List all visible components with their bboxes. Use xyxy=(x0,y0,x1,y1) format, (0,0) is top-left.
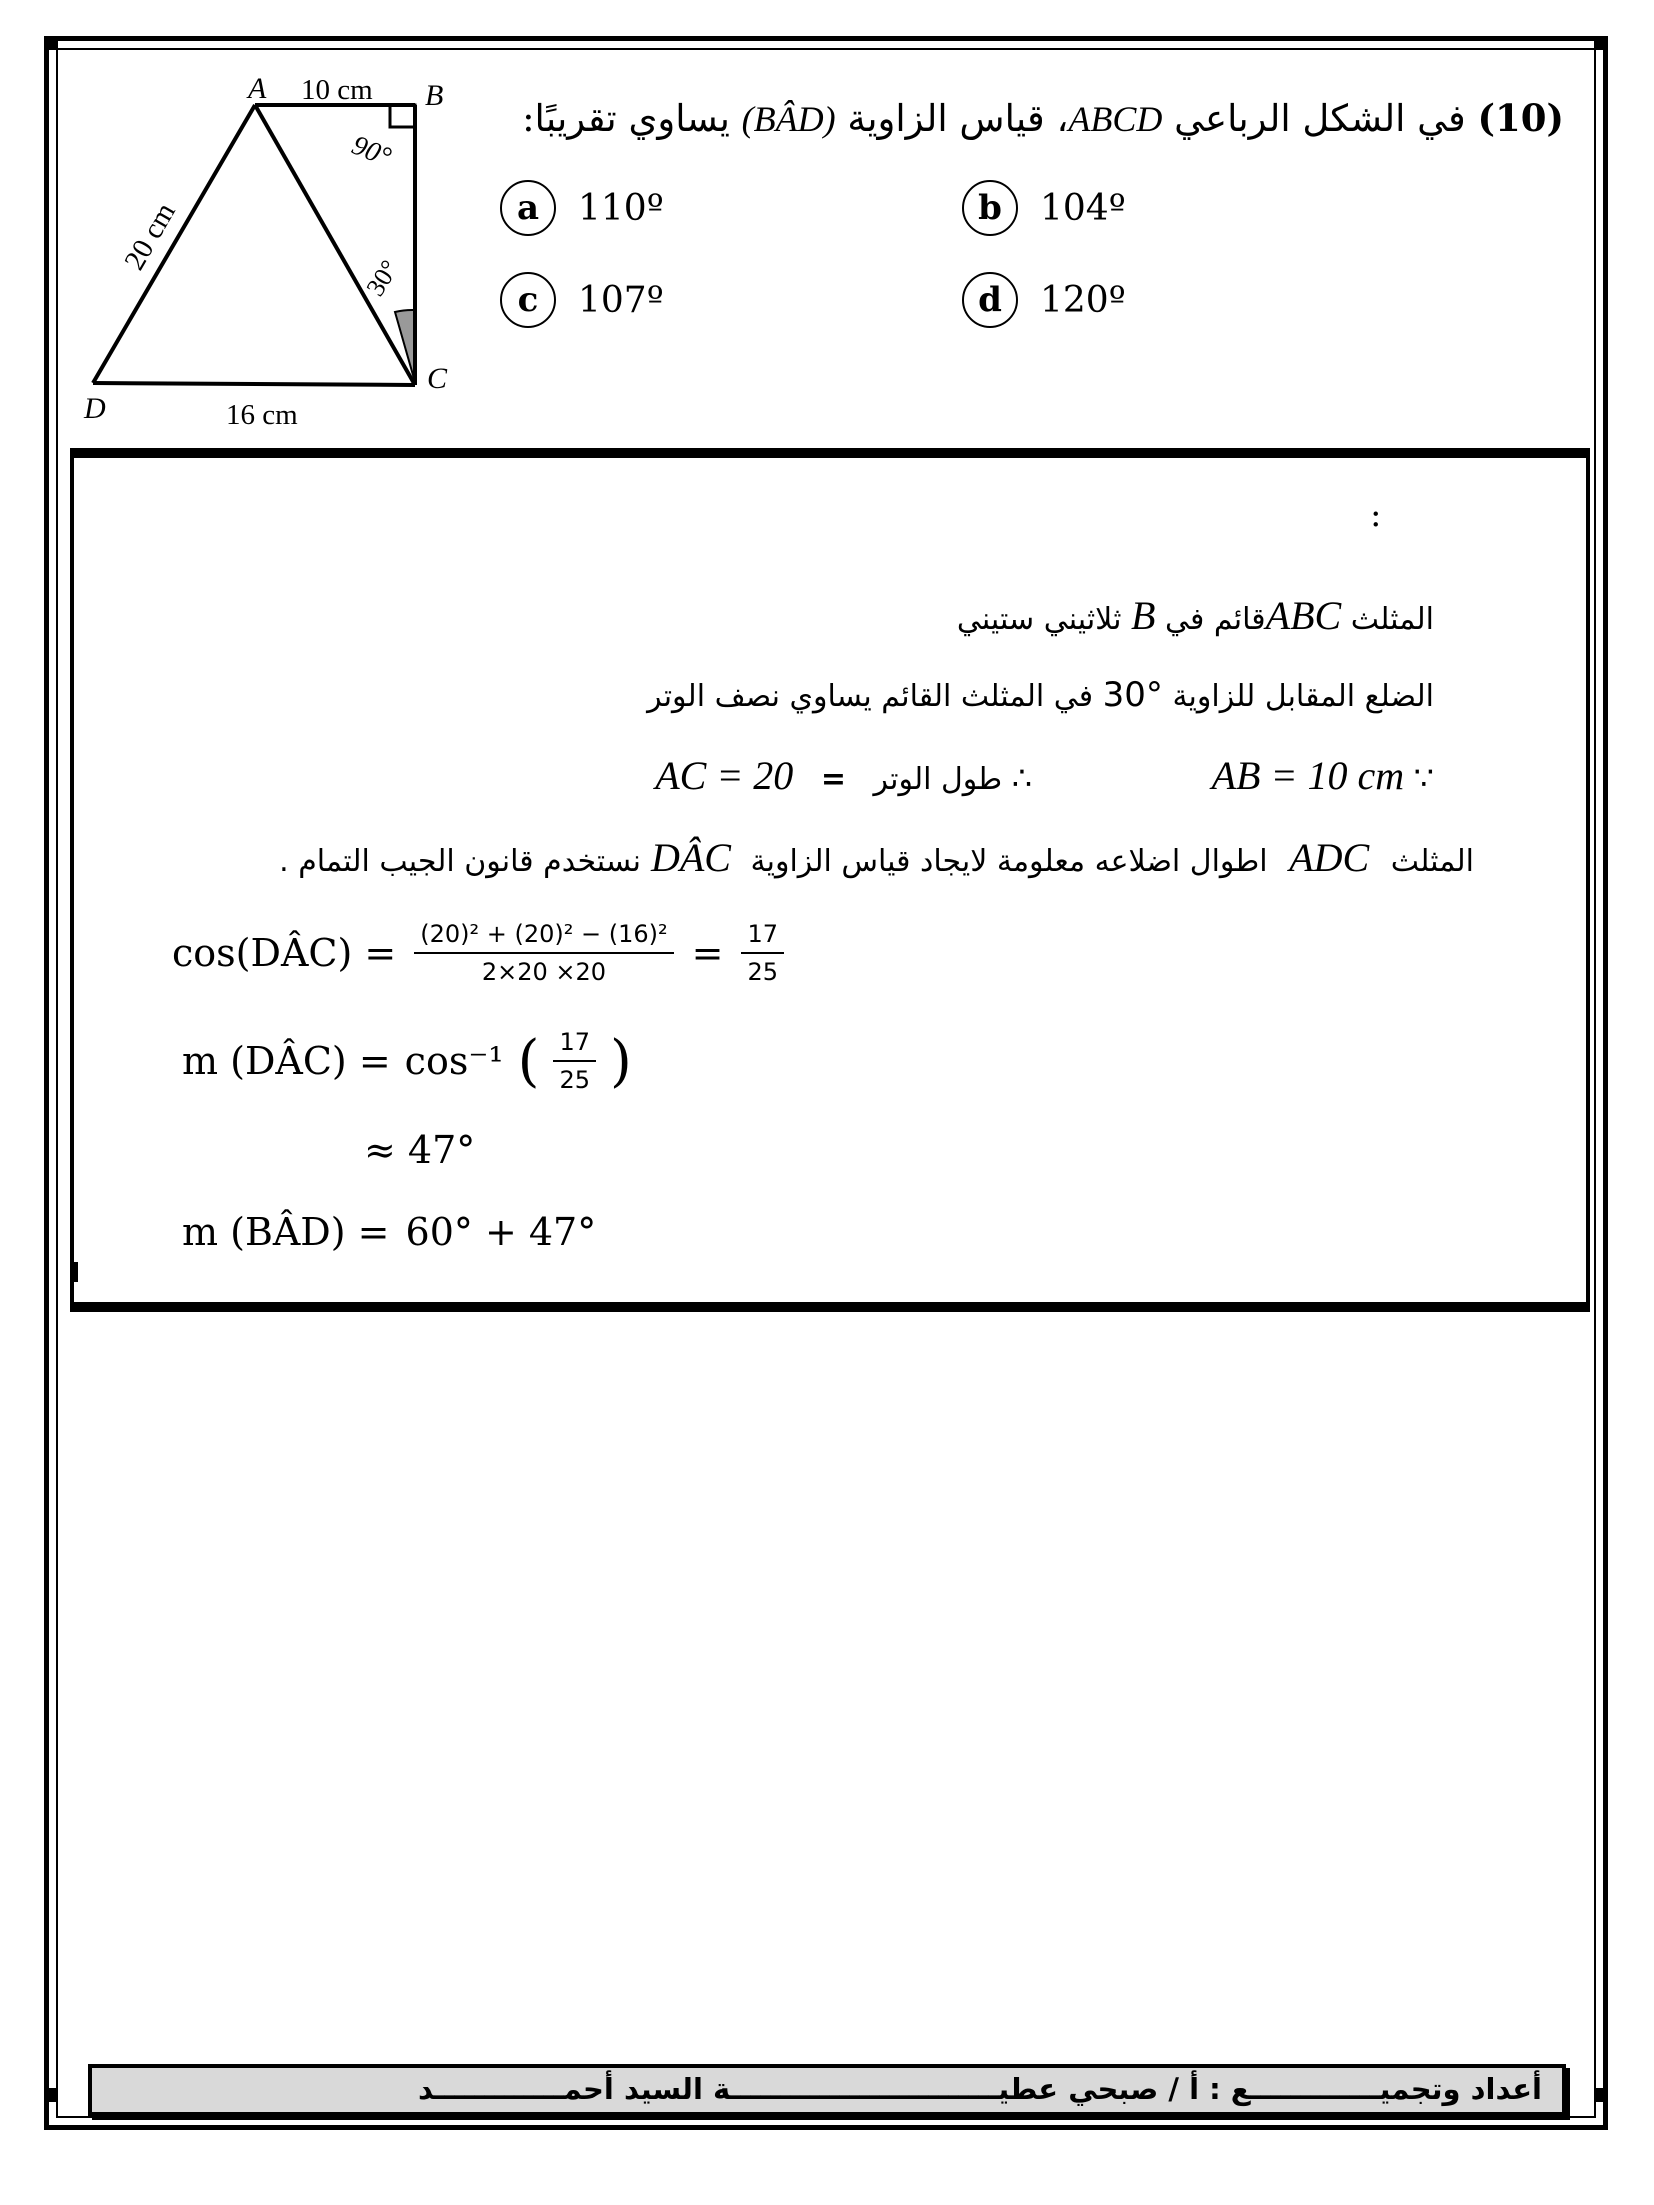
option-c-letter: c xyxy=(500,272,556,328)
corner-mark-br xyxy=(1594,2088,1608,2102)
line3-text-hyp: طول الوتر xyxy=(873,762,1003,797)
line1-math-2: B xyxy=(1130,593,1156,638)
solution-colon: : xyxy=(1370,495,1382,535)
right-angle-marker xyxy=(390,105,415,127)
label-side-ad: 20 cm xyxy=(118,197,182,276)
solution-border-tick xyxy=(70,1262,78,1282)
option-a[interactable] xyxy=(500,180,664,236)
equation-cosine-law xyxy=(172,920,784,986)
line1-text-2: قائم في xyxy=(1164,602,1266,637)
footer-credit-bar xyxy=(88,2064,1566,2116)
question-text-before: في الشكل الرباعي xyxy=(1174,97,1466,140)
vertex-label-c: C xyxy=(427,362,448,395)
eq1-denominator: 2×20 ×20 xyxy=(481,958,607,986)
option-d-letter: d xyxy=(962,272,1018,328)
option-c[interactable] xyxy=(500,272,664,328)
line3-math-ac: AC = 20 xyxy=(655,753,794,798)
vertex-label-d: D xyxy=(84,392,106,425)
eq1-lhs: cos(DÂC) = xyxy=(172,931,397,975)
label-angle-c: 30° xyxy=(360,254,405,302)
corner-mark-tr xyxy=(1594,36,1608,50)
solution-border-left xyxy=(70,448,74,1312)
corner-mark-tl xyxy=(44,36,58,50)
line4-text-3: نستخدم قانون الجيب التمام . xyxy=(279,844,641,879)
question-number: (10) xyxy=(1477,96,1564,140)
eq2-paren-close: ) xyxy=(610,1028,632,1094)
eq4-rhs: 60° + 47° xyxy=(405,1210,597,1254)
question-shape-name: ABCD xyxy=(1068,99,1163,139)
eq2-den: 25 xyxy=(559,1066,591,1094)
option-b[interactable] xyxy=(962,180,1126,236)
option-b-letter: b xyxy=(962,180,1018,236)
eq4-lhs: m (BÂD) = xyxy=(182,1210,390,1254)
option-b-value: 104º xyxy=(1040,187,1126,229)
vertex-label-b: B xyxy=(425,79,444,112)
line2-text-2: في المثلث القائم يساوي نصف الوتر xyxy=(647,679,1094,714)
solution-border-top xyxy=(70,448,1590,458)
line4-math-1: ADC xyxy=(1289,835,1370,880)
line2-math-1: 30° xyxy=(1102,675,1163,715)
therefore-symbol: ∴ xyxy=(1011,759,1033,797)
side-cd xyxy=(93,383,415,385)
solution-line-2 xyxy=(647,675,1434,715)
eq2-lhs: m (DÂC) = xyxy=(182,1039,391,1083)
line3-math-ab: AB = 10 cm xyxy=(1211,753,1405,798)
question-text-after: يساوي تقريبًا: xyxy=(522,97,730,140)
label-angle-b: 90° xyxy=(347,129,396,174)
option-a-value: 110º xyxy=(578,187,664,229)
line3-eq-sign: = xyxy=(820,762,846,797)
line4-text-2: اطوال اضلاعه معلومة لايجاد قياس الزاوية xyxy=(750,844,1268,879)
eq1-equals: = xyxy=(691,931,724,975)
equation-inverse-cos xyxy=(182,1028,632,1094)
line1-text-1: المثلث xyxy=(1350,602,1434,637)
label-side-ab: 10 cm xyxy=(301,74,373,106)
question-angle-label: (BÂD) xyxy=(741,99,836,139)
solution-border-bottom xyxy=(70,1302,1590,1312)
side-da xyxy=(93,105,255,383)
option-a-letter: a xyxy=(500,180,556,236)
quadrilateral-figure xyxy=(60,60,480,440)
footer-credit-text: أعداد وتجميـــــــــــــع : أ / صبحي عطيـــــــــــــــــــــــــــة السيد أحمـــــــــــــد xyxy=(417,2072,1542,2106)
line1-text-3: ثلاثيني ستيني xyxy=(956,602,1122,637)
vertex-label-a: A xyxy=(248,72,267,105)
solution-line-3 xyxy=(655,752,1434,799)
because-symbol: ∵ xyxy=(1413,759,1434,797)
line4-text-1: المثلث xyxy=(1390,844,1474,879)
eq2-paren-open: ( xyxy=(517,1028,540,1094)
eq1-result-den: 25 xyxy=(747,958,779,986)
eq1-numerator: (20)² + (20)² − (16)² xyxy=(414,920,673,954)
eq1-fraction xyxy=(414,920,673,986)
eq1-result xyxy=(741,920,784,986)
line4-math-2: DÂC xyxy=(650,835,731,880)
eq2-func: cos⁻¹ xyxy=(404,1039,504,1083)
question-text xyxy=(522,96,1564,140)
eq2-num: 17 xyxy=(553,1028,596,1062)
option-d-value: 120º xyxy=(1040,279,1126,321)
eq2-fraction xyxy=(553,1028,596,1094)
solution-line-4 xyxy=(279,834,1474,881)
eq1-result-num: 17 xyxy=(741,920,784,954)
line1-math-1: ABC xyxy=(1265,593,1342,638)
solution-border-right xyxy=(1586,448,1590,1312)
question-text-middle: ، قياس الزاوية xyxy=(847,97,1069,140)
label-side-dc: 16 cm xyxy=(226,399,298,431)
option-d[interactable] xyxy=(962,272,1126,328)
equation-approx: ≈ 47° xyxy=(364,1128,476,1172)
equation-final xyxy=(182,1210,596,1254)
solution-line-1 xyxy=(957,592,1434,639)
corner-mark-bl xyxy=(44,2088,58,2102)
option-c-value: 107º xyxy=(578,279,664,321)
line2-text-1: الضلع المقابل للزاوية xyxy=(1172,679,1434,714)
